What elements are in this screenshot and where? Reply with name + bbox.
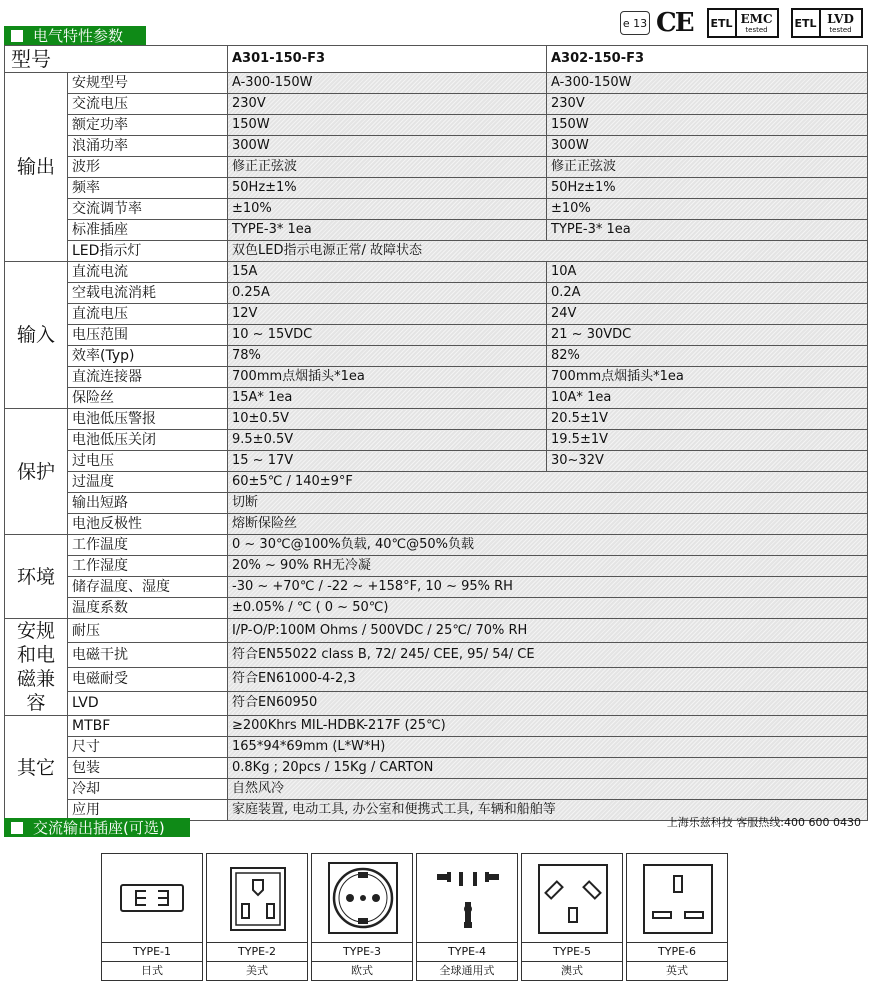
spec-row [5, 283, 868, 304]
etl-lvd-mark: ETL LVD tested [791, 8, 863, 38]
spec-value: 300W [547, 136, 868, 157]
spec-label: 空载电流消耗 [68, 283, 228, 304]
spec-label: 过温度 [68, 472, 228, 493]
spec-value: 修正正弦波 [228, 157, 547, 178]
section-header-sockets [4, 818, 190, 837]
spec-label: LED指示灯 [68, 241, 228, 262]
spec-value: 30~32V [547, 451, 868, 472]
spec-row [5, 691, 868, 715]
socket-card [416, 853, 518, 981]
socket-region-label: 澳式 [561, 964, 583, 977]
spec-label: 交流调节率 [68, 199, 228, 220]
spec-value: 0.2A [547, 283, 868, 304]
spec-label: 额定功率 [68, 115, 228, 136]
au-socket-icon [522, 854, 622, 943]
spec-group-name: 其它 [5, 716, 68, 821]
spec-table [4, 45, 868, 821]
spec-value: 150W [547, 115, 868, 136]
spec-label: 应用 [68, 800, 228, 821]
spec-row [5, 241, 868, 262]
certification-marks [620, 8, 871, 38]
spec-value: 19.5±1V [547, 430, 868, 451]
spec-value: 230V [547, 94, 868, 115]
spec-value: ≥200Khrs MIL-HDBK-217F (25℃) [228, 716, 868, 737]
spec-value: 15A* 1ea [228, 388, 547, 409]
us-socket-icon [207, 854, 307, 943]
socket-region-label: 美式 [246, 964, 268, 977]
spec-label: 效率(Typ) [68, 346, 228, 367]
spec-row [5, 577, 868, 598]
socket-types [101, 853, 731, 981]
spec-label: 标准插座 [68, 220, 228, 241]
spec-value: ±10% [228, 199, 547, 220]
section-header-electrical [4, 26, 146, 45]
spec-label: 直流电流 [68, 262, 228, 283]
spec-row [5, 199, 868, 220]
spec-row [5, 73, 868, 94]
etl-emc-mark: ETL EMC tested [707, 8, 779, 38]
spec-label: 输出短路 [68, 493, 228, 514]
spec-value: 78% [228, 346, 547, 367]
spec-row [5, 157, 868, 178]
uk-socket-icon [627, 854, 727, 943]
spec-label: 电池低压关闭 [68, 430, 228, 451]
spec-label: 工作温度 [68, 535, 228, 556]
socket-type-label: TYPE-4 [417, 943, 517, 962]
spec-row [5, 472, 868, 493]
socket-card [311, 853, 413, 981]
spec-row [5, 619, 868, 643]
spec-row [5, 115, 868, 136]
model-header-row [5, 46, 868, 73]
socket-card [206, 853, 308, 981]
model-name: A302-150-F3 [547, 46, 868, 73]
spec-value: -30 ~ +70℃ / -22 ~ +158°F, 10 ~ 95% RH [228, 577, 868, 598]
spec-value: 150W [228, 115, 547, 136]
spec-value: 82% [547, 346, 868, 367]
socket-type-label: TYPE-3 [312, 943, 412, 962]
spec-value: 700mm点烟插头*1ea [228, 367, 547, 388]
spec-value: 自然风冷 [228, 779, 868, 800]
spec-label: LVD [68, 691, 228, 715]
spec-label: 电压范围 [68, 325, 228, 346]
hotline-text: 上海乐兹科技 客服热线:400 600 0430 [666, 816, 861, 829]
spec-value: 切断 [228, 493, 868, 514]
spec-value: 12V [228, 304, 547, 325]
spec-value: 家庭装置, 电动工具, 办公室和便携式工具, 车辆和船舶等 [228, 800, 868, 821]
socket-region-label: 欧式 [351, 964, 373, 977]
eu-socket-icon [312, 854, 412, 943]
spec-label: 电池反极性 [68, 514, 228, 535]
spec-value: 符合EN60950 [228, 691, 868, 715]
spec-row [5, 451, 868, 472]
spec-label: 安规型号 [68, 73, 228, 94]
spec-row [5, 430, 868, 451]
ce-mark-icon: CE [656, 8, 693, 38]
spec-label: 电磁干扰 [68, 643, 228, 667]
spec-value: ±0.05% / ℃ ( 0 ~ 50℃) [228, 598, 868, 619]
spec-value: TYPE-3* 1ea [228, 220, 547, 241]
spec-value: 10±0.5V [228, 409, 547, 430]
spec-row [5, 367, 868, 388]
spec-value: 0.8Kg ; 20pcs / 15Kg / CARTON [228, 758, 868, 779]
spec-label: 耐压 [68, 619, 228, 643]
spec-value: 10 ~ 15VDC [228, 325, 547, 346]
spec-value: TYPE-3* 1ea [547, 220, 868, 241]
socket-card [521, 853, 623, 981]
square-bullet-icon [11, 30, 23, 42]
spec-group-name: 输出 [5, 73, 68, 262]
spec-value: 15A [228, 262, 547, 283]
spec-label: 过电压 [68, 451, 228, 472]
spec-value: 修正正弦波 [547, 157, 868, 178]
spec-group-name: 安规和电磁兼容 [5, 619, 68, 716]
spec-value: 熔断保险丝 [228, 514, 868, 535]
spec-row [5, 325, 868, 346]
spec-row [5, 716, 868, 737]
spec-label: 冷却 [68, 779, 228, 800]
square-bullet-icon [11, 822, 23, 834]
spec-row [5, 136, 868, 157]
spec-group-name: 环境 [5, 535, 68, 619]
spec-value: 双色LED指示电源正常/ 故障状态 [228, 241, 868, 262]
etl-logo-icon: ETL [709, 10, 737, 36]
spec-row [5, 388, 868, 409]
spec-label: 温度系数 [68, 598, 228, 619]
spec-row [5, 346, 868, 367]
spec-value: 10A [547, 262, 868, 283]
spec-value: 230V [228, 94, 547, 115]
socket-card [101, 853, 203, 981]
etl-logo-icon: ETL [793, 10, 821, 36]
spec-value: 50Hz±1% [547, 178, 868, 199]
model-label: 型号 [5, 46, 228, 73]
spec-label: 保险丝 [68, 388, 228, 409]
socket-type-label: TYPE-6 [627, 943, 727, 962]
spec-row [5, 262, 868, 283]
spec-value: I/P-O/P:100M Ohms / 500VDC / 25℃/ 70% RH [228, 619, 868, 643]
spec-row [5, 737, 868, 758]
spec-row [5, 178, 868, 199]
spec-value: 20.5±1V [547, 409, 868, 430]
spec-label: 电磁耐受 [68, 667, 228, 691]
model-name: A301-150-F3 [228, 46, 547, 73]
spec-value: 50Hz±1% [228, 178, 547, 199]
e13-mark-icon: e 13 [620, 11, 650, 35]
spec-label: 浪涌功率 [68, 136, 228, 157]
socket-region-label: 英式 [666, 964, 688, 977]
spec-value: 21 ~ 30VDC [547, 325, 868, 346]
spec-row [5, 779, 868, 800]
spec-value: 20% ~ 90% RH无冷凝 [228, 556, 868, 577]
socket-type-label: TYPE-1 [102, 943, 202, 962]
spec-label: 直流连接器 [68, 367, 228, 388]
spec-group-name: 保护 [5, 409, 68, 535]
japan-socket-icon [102, 854, 202, 943]
spec-value: 24V [547, 304, 868, 325]
section-title: 电气特性参数 [33, 27, 124, 45]
spec-value: 15 ~ 17V [228, 451, 547, 472]
spec-value: 165*94*69mm (L*W*H) [228, 737, 868, 758]
spec-row [5, 758, 868, 779]
spec-label: 频率 [68, 178, 228, 199]
spec-value: 0 ~ 30℃@100%负载, 40℃@50%负载 [228, 535, 868, 556]
socket-region-label: 全球通用式 [439, 964, 495, 977]
spec-row [5, 220, 868, 241]
spec-value: A-300-150W [228, 73, 547, 94]
spec-label: 电池低压警报 [68, 409, 228, 430]
spec-label: 直流电压 [68, 304, 228, 325]
spec-row [5, 643, 868, 667]
spec-row [5, 556, 868, 577]
spec-label: 包装 [68, 758, 228, 779]
spec-value: 0.25A [228, 283, 547, 304]
spec-row [5, 535, 868, 556]
spec-value: 300W [228, 136, 547, 157]
spec-row [5, 304, 868, 325]
spec-label: MTBF [68, 716, 228, 737]
spec-label: 储存温度、湿度 [68, 577, 228, 598]
socket-region-label: 日式 [141, 964, 163, 977]
section-title: 交流输出插座(可选) [33, 819, 165, 837]
spec-row [5, 493, 868, 514]
spec-value: 9.5±0.5V [228, 430, 547, 451]
spec-row [5, 409, 868, 430]
universal-socket-icon [417, 854, 517, 943]
spec-group-name: 输入 [5, 262, 68, 409]
socket-type-label: TYPE-5 [522, 943, 622, 962]
spec-value: A-300-150W [547, 73, 868, 94]
spec-value: 700mm点烟插头*1ea [547, 367, 868, 388]
socket-type-label: TYPE-2 [207, 943, 307, 962]
spec-label: 尺寸 [68, 737, 228, 758]
spec-label: 工作湿度 [68, 556, 228, 577]
spec-value: 符合EN61000-4-2,3 [228, 667, 868, 691]
spec-row [5, 667, 868, 691]
spec-row [5, 514, 868, 535]
spec-value: 符合EN55022 class B, 72/ 245/ CEE, 95/ 54/ CE [228, 643, 868, 667]
spec-row [5, 94, 868, 115]
spec-value: 60±5℃ / 140±9°F [228, 472, 868, 493]
spec-label: 交流电压 [68, 94, 228, 115]
spec-value: 10A* 1ea [547, 388, 868, 409]
spec-value: ±10% [547, 199, 868, 220]
spec-row [5, 598, 868, 619]
socket-card [626, 853, 728, 981]
spec-label: 波形 [68, 157, 228, 178]
